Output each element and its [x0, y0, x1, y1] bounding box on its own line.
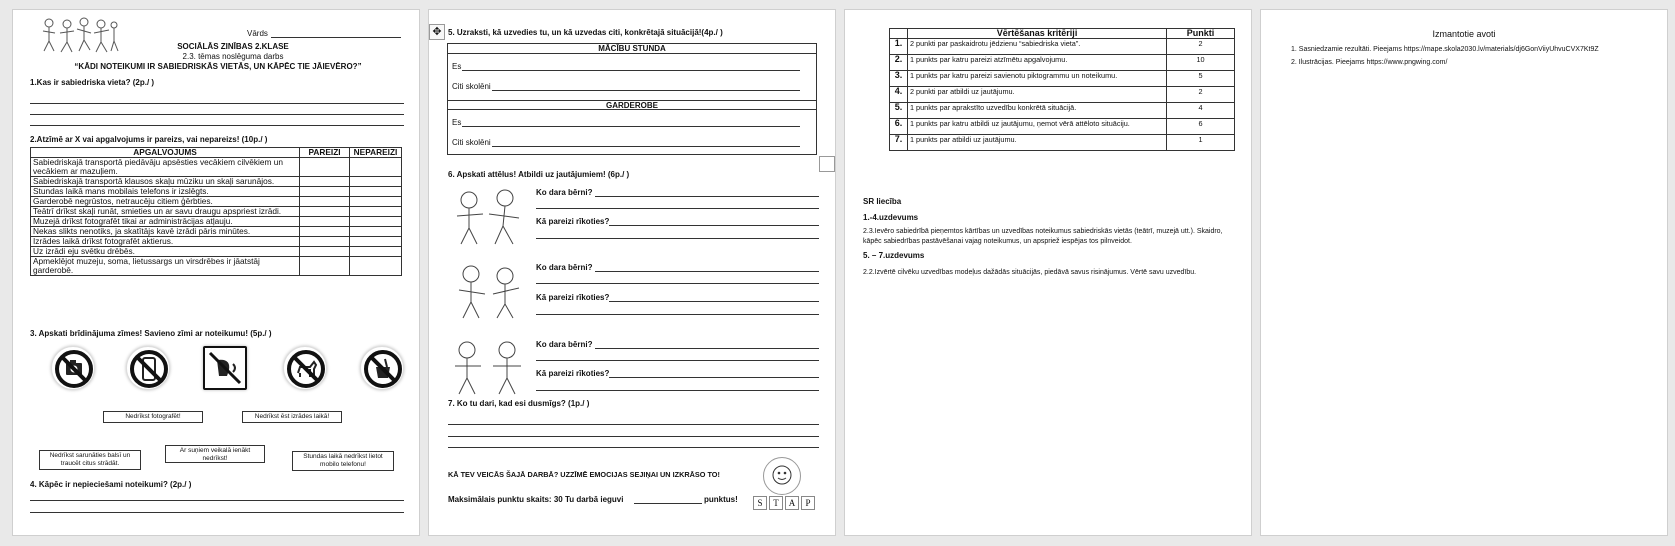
table-row [890, 87, 1235, 103]
statement-text: Teātrī drīkst skaļi runāt, smieties un ar savu draugu apspriest izrādi. [31, 207, 300, 217]
criteria-text: 1 punkts par atbildi uz jautājumu. [907, 135, 1166, 151]
table-row [890, 55, 1235, 71]
criteria-points: 2 [1167, 39, 1235, 55]
table-row [31, 247, 402, 257]
stap-a[interactable]: A [785, 496, 799, 510]
answer-line[interactable] [609, 301, 819, 302]
incorrect-cell[interactable] [350, 257, 402, 276]
criteria-text: 1 punkts par katru atbildi uz jautājumu, ņemot vērā attēloto situāciju. [907, 119, 1166, 135]
criteria-text: 2 punkti par atbildi uz jautājumu. [907, 87, 1166, 103]
name-label: Vārds [247, 29, 268, 38]
correct-cell[interactable] [300, 187, 350, 197]
question-5: 5. Uzraksti, kā uzvedies tu, un kā uzvedas citi, konkrētajā situācijā!(4p./ ) [448, 28, 723, 37]
col-header-points: Punkti [1167, 29, 1235, 39]
smiley-face-icon [764, 458, 800, 494]
emotion-face-circle[interactable] [763, 457, 801, 495]
stap-p[interactable]: P [801, 496, 815, 510]
statement-text: Stundas laikā mans mobilais telefons ir izslēgts. [31, 187, 300, 197]
criteria-number: 5. [890, 103, 908, 119]
incorrect-cell[interactable] [350, 197, 402, 207]
name-line[interactable] [271, 37, 401, 38]
answer-line[interactable] [448, 447, 819, 448]
resize-handle[interactable] [819, 156, 835, 172]
question-1: 1.Kas ir sabiedriska vieta? (2p./ ) [30, 78, 155, 87]
table-row [890, 103, 1235, 119]
criteria-points: 10 [1167, 55, 1235, 71]
question-4: 4. Kāpēc ir nepieciešami noteikumi? (2p./ ) [30, 480, 192, 489]
table-row [890, 39, 1235, 55]
criteria-text: 1 punkts par katru pareizi savienotu piktogrammu un noteikumu. [907, 71, 1166, 87]
answer-line[interactable] [595, 348, 819, 349]
page-1 [12, 9, 420, 536]
sources-title: Izmantotie avoti [1432, 29, 1496, 39]
criteria-text: 2 punkti par paskaidrotu jēdzienu “sabiedriska vieta”. [907, 39, 1166, 55]
table-row [31, 257, 402, 276]
criteria-points: 2 [1167, 87, 1235, 103]
col-header-number [890, 29, 908, 39]
no-food-sign-icon[interactable] [360, 346, 404, 390]
answer-line[interactable] [30, 103, 404, 104]
criteria-number: 1. [890, 39, 908, 55]
answer-line[interactable] [536, 208, 819, 209]
me-label: Es [452, 118, 462, 127]
answer-line[interactable] [30, 512, 404, 513]
answer-line[interactable] [609, 377, 819, 378]
correct-cell[interactable] [300, 257, 350, 276]
criteria-text: 1 punkts par aprakstīto uzvedību konkrētā situācijā. [907, 103, 1166, 119]
correct-cell[interactable] [300, 177, 350, 187]
col-header-criteria: Vērtēšanas kritēriji [907, 29, 1166, 39]
incorrect-cell[interactable] [350, 217, 402, 227]
ask-what-kids-do: Ko dara bērni? [536, 263, 593, 272]
answer-line[interactable] [462, 70, 800, 71]
answer-line[interactable] [536, 283, 819, 284]
source-item[interactable]: 1. Sasniedzamie rezultāti. Pieejams https://mape.skola2030.lv/materials/dj6GonViiyUhvuCVX7Kt9Z [1291, 46, 1599, 53]
correct-cell[interactable] [300, 227, 350, 237]
rule-no-eating[interactable]: Nedrīkst ēst izrādes laikā! [242, 411, 342, 423]
table-row [31, 227, 402, 237]
answer-line[interactable] [448, 436, 819, 437]
stap-t[interactable]: T [769, 496, 783, 510]
criteria-number: 7. [890, 135, 908, 151]
criteria-points: 1 [1167, 135, 1235, 151]
rule-no-talking[interactable]: Nedrīkst sarunāties balsī un traucēt citus strādāt. [39, 450, 141, 470]
section-lesson: MĀCĪBU STUNDA [448, 44, 816, 54]
table-row [890, 71, 1235, 87]
question-2: 2.Atzīmē ar X vai apgalvojums ir pareizs, vai nepareizs! (10p./ ) [30, 135, 268, 144]
statement-text: Nekas slikts nenotiks, ja skatītājs kavē izrādi pāris minūtes. [31, 227, 300, 237]
rule-no-dogs[interactable]: Ar suņiem veikalā ienākt nedrīkst! [165, 445, 265, 463]
rule-no-phone[interactable]: Stundas laikā nedrīkst lietot mobilo telefonu! [292, 451, 394, 471]
source-item[interactable]: 2. Ilustrācijas. Pieejams https://www.pngwing.com/ [1291, 59, 1448, 66]
col-header-incorrect: NEPAREIZI [350, 148, 402, 158]
statement-text: Sabiedriskajā transportā klausos skaļu mūziku un skaļi sarunājos. [31, 177, 300, 187]
criteria-text: 1 punkts par katru pareizi atzīmētu apgalvojumu. [907, 55, 1166, 71]
kids-scene-illustration [449, 260, 527, 322]
statement-text: Izrādes laikā drīkst fotografēt aktierus. [31, 237, 300, 247]
answer-line[interactable] [492, 146, 800, 147]
statement-text: Garderobē negrūstos, netraucēju citiem ģērbties. [31, 197, 300, 207]
answer-line[interactable] [30, 500, 404, 501]
work-subtitle: 2.3. tēmas noslēguma darbs [182, 52, 284, 61]
answer-line[interactable] [536, 360, 819, 361]
table-row [31, 197, 402, 207]
answer-line[interactable] [30, 114, 404, 115]
statement-text: Uz izrādi eju svētku drēbēs. [31, 247, 300, 257]
statements-table [30, 147, 402, 276]
statement-text: Apmeklējot muzeju, soma, lietussargs un virsdrēbes ir jāatstāj garderobē. [31, 257, 300, 276]
criteria-table [889, 28, 1235, 151]
kids-illustration [39, 15, 119, 55]
criteria-number: 4. [890, 87, 908, 103]
answer-line[interactable] [492, 90, 800, 91]
rule-no-photo[interactable]: Nedrīkst fotografēt! [103, 411, 203, 423]
incorrect-cell[interactable] [350, 207, 402, 217]
page-2 [428, 9, 836, 536]
table-row [31, 207, 402, 217]
kids-scene-illustration [449, 186, 527, 248]
answer-line[interactable] [595, 196, 819, 197]
answer-line[interactable] [448, 424, 819, 425]
criteria-number: 2. [890, 55, 908, 71]
ask-how-behave: Kā pareizi rīkoties? [536, 369, 610, 378]
answer-line[interactable] [536, 314, 819, 315]
criteria-points: 4 [1167, 103, 1235, 119]
table-row [890, 135, 1235, 151]
kids-scene-illustration [449, 336, 527, 398]
criteria-number: 6. [890, 119, 908, 135]
ask-how-behave: Kā pareizi rīkoties? [536, 217, 610, 226]
emotion-instruction: KĀ TEV VEICĀS ŠAJĀ DARBĀ? UZZĪMĒ EMOCIJAS SEJIŅAI UN IZKRĀSO TO! [448, 470, 720, 479]
tasks-1-4-title: 1.-4.uzdevums [863, 213, 919, 222]
work-title: “KĀDI NOTEIKUMI IR SABIEDRISKĀS VIETĀS, UN KĀPĒC TIE JĀIEVĒRO?” [74, 62, 362, 71]
no-camera-sign-icon[interactable] [51, 346, 95, 390]
stap-s[interactable]: S [753, 496, 767, 510]
correct-cell[interactable] [300, 237, 350, 247]
others-label: Citi skolēni [452, 82, 491, 91]
criteria-points: 5 [1167, 71, 1235, 87]
tasks-1-4-description: 2.3.Ievēro sabiedrībā pieņemtos kārtības un uzvedības noteikumus sabiedriskās vietās (teātrī, muzejā utt.). Skaidro, kāpēc sabiedrības pastāvēšanai vajag noteikumus, un apspriež iespējas tos pilnveidot. [863, 228, 1223, 245]
answer-line[interactable] [609, 225, 819, 226]
score-line[interactable] [634, 503, 702, 504]
correct-cell[interactable] [300, 207, 350, 217]
correct-cell[interactable] [300, 197, 350, 207]
question-3: 3. Apskati brīdinājuma zīmes! Savieno zīmi ar noteikumu! (5p./ ) [30, 329, 272, 338]
incorrect-cell[interactable] [350, 237, 402, 247]
points-suffix: punktus! [704, 495, 738, 504]
criteria-number: 3. [890, 71, 908, 87]
table-row [31, 158, 402, 177]
move-handle-icon[interactable]: ✥ [429, 24, 445, 40]
table-row [31, 237, 402, 247]
answer-line[interactable] [595, 271, 819, 272]
no-dogs-sign-icon[interactable] [283, 346, 327, 390]
max-score-text: Maksimālais punktu skaits: 30 Tu darbā ieguvi [448, 495, 624, 504]
incorrect-cell[interactable] [350, 177, 402, 187]
situations-box [447, 43, 817, 155]
answer-line[interactable] [536, 390, 819, 391]
question-6: 6. Apskati attēlus! Atbildi uz jautājumiem! (6p./ ) [448, 170, 630, 179]
sr-title: SR liecība [863, 197, 902, 206]
correct-cell[interactable] [300, 217, 350, 227]
page-3 [844, 9, 1252, 536]
ask-what-kids-do: Ko dara bērni? [536, 340, 593, 349]
incorrect-cell[interactable] [350, 247, 402, 257]
table-row [31, 217, 402, 227]
incorrect-cell[interactable] [350, 187, 402, 197]
others-label: Citi skolēni [452, 138, 491, 147]
ask-how-behave: Kā pareizi rīkoties? [536, 293, 610, 302]
tasks-5-7-title: 5. – 7.uzdevums [863, 251, 925, 260]
incorrect-cell[interactable] [350, 158, 402, 177]
no-phone-sign-icon[interactable] [126, 346, 170, 390]
correct-cell[interactable] [300, 158, 350, 177]
table-row [31, 177, 402, 187]
no-talking-sign-icon[interactable] [203, 346, 247, 390]
page-4 [1260, 9, 1668, 536]
statement-text: Muzejā drīkst fotografēt tikai ar administrācijas atļauju. [31, 217, 300, 227]
section-wardrobe: GARDEROBE [448, 100, 816, 110]
correct-cell[interactable] [300, 247, 350, 257]
table-row [890, 119, 1235, 135]
table-row [31, 187, 402, 197]
subject-title: SOCIĀLĀS ZINĪBAS 2.KLASE [177, 42, 289, 51]
incorrect-cell[interactable] [350, 227, 402, 237]
answer-line[interactable] [30, 125, 404, 126]
statement-text: Sabiedriskajā transportā piedāvāju apsēsties vecākiem cilvēkiem un vecākiem ar mazuļiem. [31, 158, 300, 177]
answer-line[interactable] [462, 126, 800, 127]
question-7: 7. Ko tu dari, kad esi dusmīgs? (1p./ ) [448, 399, 590, 408]
answer-line[interactable] [536, 238, 819, 239]
tasks-5-7-description: 2.2.Izvērtē cilvēku uzvedības modeļus dažādās situācijās, piedāvā savus risinājumus. Vērtē savu uzvedību. [863, 269, 1197, 276]
criteria-points: 6 [1167, 119, 1235, 135]
ask-what-kids-do: Ko dara bērni? [536, 188, 593, 197]
col-header-statement: APGALVOJUMS [31, 148, 300, 158]
col-header-correct: PAREIZI [300, 148, 350, 158]
me-label: Es [452, 62, 462, 71]
